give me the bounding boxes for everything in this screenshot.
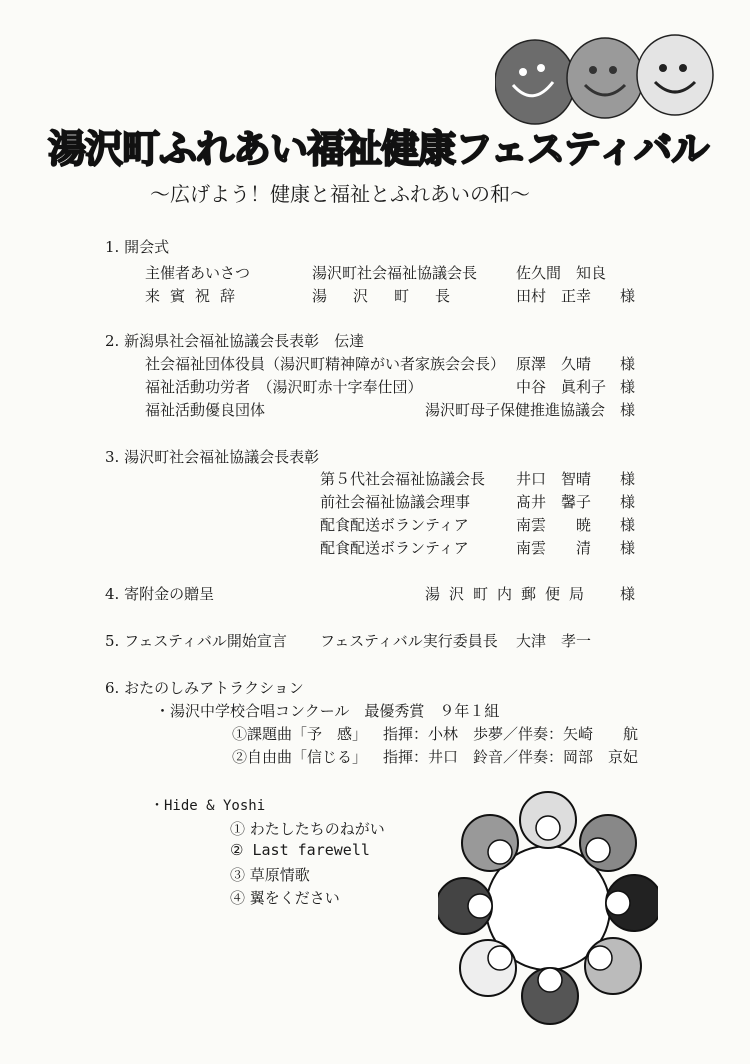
- s2-row3-name: 湯沢町母子保健推進協議会: [425, 401, 606, 419]
- section-2-heading: 2. 新潟県社会福祉協議会長表彰 伝達: [105, 332, 365, 350]
- s3-row4-role: 配食配送ボランティア: [320, 539, 469, 557]
- children-circle-illustration: [438, 788, 658, 1028]
- s6-duo-song-3: ③ 草原情歌: [230, 866, 310, 884]
- section-5-heading: 5. フェスティバル開始宣言: [105, 632, 287, 650]
- s3-row3-honorific: 様: [620, 516, 636, 534]
- s3-row1-name: 井口 智晴: [516, 470, 592, 488]
- s1-row2-name: 田村 正幸: [516, 287, 592, 305]
- s1-row1-name: 佐久間 知良: [516, 264, 607, 282]
- s3-row2-role: 前社会福祉協議会理事: [320, 493, 471, 511]
- s4-honorific: 様: [620, 585, 636, 603]
- section-3-heading: 3. 湯沢町社会福祉協議会長表彰: [105, 448, 320, 466]
- s1-row1-org: 湯沢町社会福祉協議会長: [312, 264, 478, 282]
- s6-song2-label: ②自由曲「信じる」: [232, 748, 368, 766]
- s2-row1-honorific: 様: [620, 355, 636, 373]
- s2-row1-role: 社会福祉団体役員（湯沢町精神障がい者家族会会長）: [145, 355, 506, 373]
- s2-row2-name: 中谷 眞利子: [516, 378, 607, 396]
- section-1-heading: 1. 開会式: [105, 238, 170, 256]
- s6-duo: ・Hide & Yoshi: [150, 798, 266, 814]
- s6-duo-song-2: ② Last farewell: [230, 841, 370, 859]
- s2-row1-name: 原澤 久晴: [516, 355, 592, 373]
- s1-row2-org: 湯沢町長: [312, 287, 477, 305]
- s2-row2-role: 福祉活動功労者 （湯沢町赤十字奉仕団）: [145, 378, 423, 396]
- s3-row1-role: 第５代社会福祉協議会長: [320, 470, 486, 488]
- s3-row4-name: 南雲 清: [516, 539, 592, 557]
- page-subtitle: ～広げよう！健康と福祉とふれあいの和～: [150, 182, 530, 206]
- s3-row3-name: 南雲 暁: [516, 516, 592, 534]
- s2-row2-honorific: 様: [620, 378, 636, 396]
- s6-song1-label: ①課題曲「予 感」: [232, 725, 368, 743]
- s2-row3-honorific: 様: [620, 401, 636, 419]
- s6-choir: ・湯沢中学校合唱コンクール 最優秀賞 ９年１組: [155, 702, 500, 720]
- page-title: 湯沢町ふれあい福祉健康フェスティバル: [48, 127, 709, 171]
- s2-row3-role: 福祉活動優良団体: [145, 401, 266, 419]
- s6-song2-credit: 指揮：井口 鈴音／伴奏：岡部 京妃: [383, 748, 639, 766]
- s3-row2-honorific: 様: [620, 493, 636, 511]
- s1-row2-role: 来賓祝辞: [145, 287, 246, 305]
- section-6-heading: 6. おたのしみアトラクション: [105, 679, 304, 697]
- s4-name: 湯沢町内郵便局: [425, 585, 594, 603]
- s3-row1-honorific: 様: [620, 470, 636, 488]
- s1-row2-honorific: 様: [620, 287, 636, 305]
- s6-song1-credit: 指揮：小林 歩夢／伴奏：矢崎 航: [383, 725, 639, 743]
- s5-name: 大津 孝一: [516, 632, 592, 650]
- balloon-decoration: [495, 30, 725, 130]
- s3-row2-name: 髙井 馨子: [516, 493, 592, 511]
- section-4-heading: 4. 寄附金の贈呈: [105, 585, 215, 603]
- s6-duo-song-1: ① わたしたちのねがい: [230, 820, 385, 838]
- s5-role: フェスティバル実行委員長: [320, 632, 498, 650]
- s6-duo-song-4: ④ 翼をください: [230, 889, 340, 907]
- s3-row3-role: 配食配送ボランティア: [320, 516, 469, 534]
- s3-row4-honorific: 様: [620, 539, 636, 557]
- s1-row1-role: 主催者あいさつ: [145, 264, 251, 282]
